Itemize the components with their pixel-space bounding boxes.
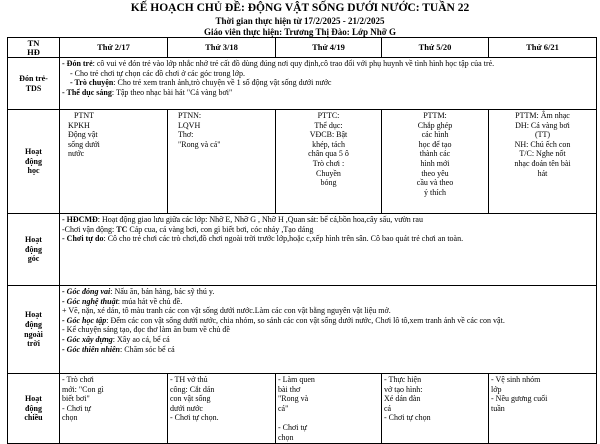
hoc-wed-title: PTTC: (317, 111, 340, 120)
col-header-wed: Thứ 4/19 (276, 38, 382, 58)
hoc-tue-body: LQVH Thơ: "Rong và cá" (178, 120, 221, 149)
tu-do-heading: - Chơi tự do (62, 234, 104, 244)
ngoai-troi-content (60, 286, 597, 374)
hoc-wed-cell (276, 110, 382, 214)
nghe-thuat-detail: + Vẽ, nặn, xé dán, tô màu tranh các con vật sống dưới nước.Làm các con vật bằng nguyên vật liệu mở. (62, 306, 391, 316)
row-label-ngoai-troi: Hoạt động ngoài trời (8, 286, 60, 374)
hdcmd-text: : Hoạt động giao lưu giữa các lớp: Nhỡ E, Nhỡ G , Nhỡ H ,Quan sát: bể cá,bồn hoa,cây sấu, vườn rau (97, 215, 423, 224)
don-tre-text: : cô vui vẻ đón trẻ vào lớp nhắc nhở trẻ cất đồ dùng đúng nơi quy định,cô trao đổi với phụ huynh về tình hình học tập của trẻ. (92, 59, 495, 68)
free-play-text: - Cho trẻ chơi tự chọn các đồ chơi ở các góc trong lớp. (70, 68, 245, 78)
thien-nhien-heading: - Góc thiên nhiên (62, 344, 121, 354)
col-header-mon: Thứ 2/17 (60, 38, 168, 58)
chieu-wed-cell: - Làm quen bài thơ "Rong và cá" - Chơi tự chọn (276, 374, 382, 444)
hoc-tap-text: : Đếm các con vật sống dưới nước, chia nhóm, so sánh các con vật sống dưới nước, Chơi lô tô,xem tranh ảnh về các con vật. (106, 315, 505, 325)
hoc-thu-body: Chắp ghép các hình học để tạo thành các hình mới theo yêu cầu và theo ý thích (416, 120, 454, 197)
the-duc-text: : Tập theo nhạc bài hát "Cá vàng bơi" (111, 87, 233, 97)
nghe-thuat-heading: - Góc nghệ thuật (62, 296, 118, 306)
ke-chuyen-text: - Kể chuyện sáng tạo, đọc thơ làm ăn bum về chủ đề (62, 325, 230, 335)
hoc-mon-body: KPKH Động vật sống dưới nước (68, 120, 100, 159)
tro-chuyen-text: : Cho trẻ xem tranh ảnh,trò chuyện về 1 số động vật sống dưới nước (113, 78, 332, 88)
hoat-dong-goc-content (60, 214, 597, 286)
col-header-thu: Thứ 5/20 (382, 38, 489, 58)
don-tre-heading: - Đón trẻ (62, 59, 93, 68)
col-header-fri: Thứ 6/21 (489, 38, 597, 58)
chieu-fri-cell: - Vệ sinh nhóm lớp - Nêu gương cuối tuần (489, 374, 597, 444)
van-dong-text: Cáp cua, cá vàng bơi, con gì biết bơi, cóc nhảy ,Tạo dáng (127, 224, 314, 234)
teacher-line: Giáo viên thực hiện: Trương Thị Đào: Lớp Nhỡ G (203, 27, 397, 37)
hoc-fri-body: PTTM: Âm nhạc DH: Cá vàng bơi (TT) NH: Chú ếch con T/C: Nghe nốt nhạc đoán tên bài hát (514, 111, 571, 178)
corner-header: TN HĐ (8, 38, 60, 58)
hoc-fri-cell (489, 110, 597, 214)
row-hoat-dong-ngoai-troi (8, 286, 597, 374)
the-duc-heading: - Thể dục sáng (62, 87, 112, 97)
hoc-tue-title: PTNN: (178, 111, 202, 120)
row-label-hoat-dong-goc: Hoạt động góc (8, 214, 60, 286)
row-hoat-dong-hoc (8, 110, 597, 214)
hoc-mon-title: PTNT (74, 111, 94, 120)
row-label-hoat-dong-hoc: Hoạt động học (8, 110, 60, 214)
chieu-thu-cell: - Thực hiện vở tạo hình: Xé dán đàn cá - Chơi tự chọn (382, 374, 489, 444)
row-label-don-tre: Đón trẻ- TDS (8, 58, 60, 110)
weekly-plan-table (7, 37, 597, 444)
col-header-tue: Thứ 3/18 (168, 38, 276, 58)
row-don-tre (8, 58, 597, 110)
dong-vai-heading: - Góc đóng vai (62, 287, 111, 296)
van-dong-heading: -Chơi vận động: (62, 224, 117, 234)
dong-vai-text: : Nấu ăn, bán hàng, bác sỹ thú y. (110, 287, 215, 296)
hdcmd-heading: - HĐCMĐ (62, 215, 98, 224)
thien-nhien-text: : Chăm sóc bể cá (120, 344, 175, 354)
hoc-wed-body: Thể dục: VĐCB: Bật khép, tách chân qua 5 ô Trò chơi : Chuyền bóng (308, 120, 349, 188)
chieu-mon-cell: - Trò chơi mới: "Con gì biết bơi" - Chơi tự chọn (60, 374, 168, 444)
row-hoat-dong-goc (8, 214, 597, 286)
hoc-tap-heading: - Góc học tập (62, 315, 107, 325)
hoc-mon-cell (60, 110, 168, 214)
xay-dung-heading: - Góc xây dựng (62, 334, 113, 344)
hoc-tue-cell (168, 110, 276, 214)
period-line: Thời gian thực hiện từ 17/2/2025 - 21/2/2025 (215, 16, 385, 26)
row-hoat-dong-chieu (8, 374, 597, 444)
tro-chuyen-heading: - Trò chuyện (70, 78, 114, 88)
tc-label: TC (116, 224, 128, 234)
row-label-hoat-dong-chieu: Hoạt động chiều (8, 374, 60, 444)
header-row (8, 38, 597, 58)
hoc-thu-title: PTTM: (423, 111, 447, 120)
nghe-thuat-text: : múa hát về chủ đề. (117, 296, 183, 306)
page-title: KẾ HOẠCH CHỦ ĐỀ: ĐỘNG VẬT SỐNG DƯỚI NƯỚC: TUẦN 22 (130, 2, 470, 14)
hoc-thu-cell (382, 110, 489, 214)
chieu-tue-cell: - TH vở thủ công: Cắt dán con vật sống dưới nước - Chơi tự chọn. (168, 374, 276, 444)
don-tre-content (60, 58, 597, 110)
tu-do-text: : Cô cho trẻ chơi các trò chơi,đồ chơi ngoài trời trước lớp,hoặc c,xếp hình trên sân. Cô bao quát trẻ chơi an toàn. (103, 234, 464, 244)
xay-dung-text: : Xây ao cá, bể cá (112, 334, 170, 344)
